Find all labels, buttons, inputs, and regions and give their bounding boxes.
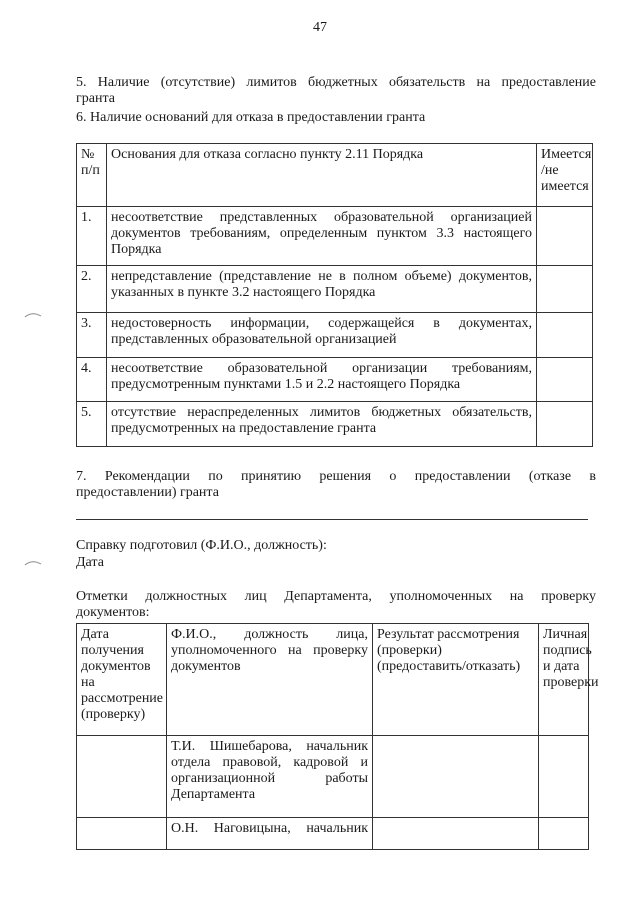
table-header-row xyxy=(77,144,593,207)
date-label: Дата xyxy=(76,555,104,570)
table-row xyxy=(77,266,593,313)
header-num: № п/п xyxy=(77,144,107,207)
row-num: 4. xyxy=(77,358,107,402)
prepared-by-label: Справку подготовил (Ф.И.О., должность): xyxy=(76,538,327,553)
margin-scan-mark xyxy=(24,560,42,566)
row-signature xyxy=(539,818,589,850)
header-status: Имеется /не имеется xyxy=(537,144,593,207)
row-text: отсутствие нераспределенных лимитов бюджетных обязательств, предусмотренных на предоставление гранта xyxy=(107,402,537,447)
officials-table xyxy=(76,623,599,850)
officials-note-line1: Отметки должностных лиц Департамента, уполномоченных на проверку xyxy=(76,589,596,604)
table-header-row xyxy=(77,624,589,736)
table-row xyxy=(77,313,593,358)
table-row xyxy=(77,402,593,447)
row-num: 1. xyxy=(77,207,107,266)
officials-note xyxy=(76,589,596,621)
row-status xyxy=(537,207,593,266)
table-row xyxy=(77,207,593,266)
table-row xyxy=(77,736,589,818)
officials-note-line2: документов: xyxy=(76,605,150,620)
row-status xyxy=(537,313,593,358)
section-7-line2: предоставлении) гранта xyxy=(76,485,219,500)
section-6-title: 6. Наличие оснований для отказа в предоставлении гранта xyxy=(76,110,426,125)
recommendation-blank-line xyxy=(76,519,588,520)
row-result xyxy=(373,818,539,850)
row-person: Т.И. Шишебарова, начальник отдела правовой, кадровой и организационной работы Департамента xyxy=(167,736,373,818)
row-num: 5. xyxy=(77,402,107,447)
section-5-line1: 5. Наличие (отсутствие) лимитов бюджетных обязательств на предоставление xyxy=(76,75,596,90)
row-status xyxy=(537,358,593,402)
row-text: несоответствие представленных образовательной организацией документов требованиям, определенным пунктом 3.3 настоящего Порядка xyxy=(107,207,537,266)
row-person: О.Н. Наговицына, начальник xyxy=(167,818,373,850)
header-result: Результат рассмотрения (проверки) (предоставить/отказать) xyxy=(373,624,539,736)
row-num: 2. xyxy=(77,266,107,313)
section-7 xyxy=(76,469,596,501)
row-date xyxy=(77,818,167,850)
margin-scan-mark xyxy=(24,312,42,318)
row-signature xyxy=(539,736,589,818)
header-person: Ф.И.О., должность лица, уполномоченного на проверку документов xyxy=(167,624,373,736)
row-date xyxy=(77,736,167,818)
refusal-grounds-table xyxy=(76,143,593,447)
page-number: 47 xyxy=(313,20,327,35)
section-5 xyxy=(76,75,596,107)
row-text: недостоверность информации, содержащейся в документах, представленных образовательной организацией xyxy=(107,313,537,358)
table-row xyxy=(77,358,593,402)
table-row xyxy=(77,818,589,850)
row-result xyxy=(373,736,539,818)
row-text: непредставление (представление не в полном объеме) документов, указанных в пункте 3.2 настоящего Порядка xyxy=(107,266,537,313)
row-num: 3. xyxy=(77,313,107,358)
row-text: несоответствие образовательной организации требованиям, предусмотренным пунктами 1.5 и 2.2 настоящего Порядка xyxy=(107,358,537,402)
row-status xyxy=(537,402,593,447)
section-7-line1: 7. Рекомендации по принятию решения о предоставлении (отказе в xyxy=(76,469,596,484)
header-date: Дата получения документов на рассмотрение (проверку) xyxy=(77,624,167,736)
header-basis: Основания для отказа согласно пункту 2.11 Порядка xyxy=(107,144,537,207)
section-5-line2: гранта xyxy=(76,91,115,106)
header-signature: Личная подпись и дата проверки xyxy=(539,624,589,736)
row-status xyxy=(537,266,593,313)
